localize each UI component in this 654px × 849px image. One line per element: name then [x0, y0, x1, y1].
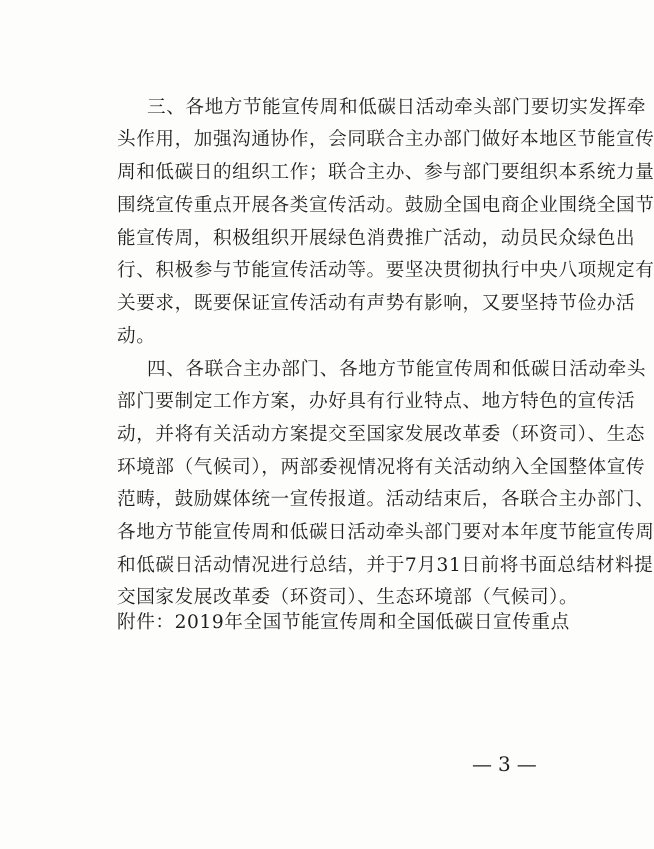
paragraph-line: 围绕宣传重点开展各类宣传活动。鼓励全国电商企业围绕全国节: [117, 195, 654, 216]
paragraph-line: 周和低碳日的组织工作；联合主办、参与部门要组织本系统力量: [117, 162, 654, 183]
paragraph-line: 头作用，加强沟通协作，会同联合主办部门做好本地区节能宣传: [117, 129, 654, 150]
paragraph-line: 动，并将有关活动方案提交至国家发展改革委（环资司）、生态: [117, 424, 646, 445]
paragraph-line: 能宣传周，积极组织开展绿色消费推广活动，动员民众绿色出: [117, 228, 636, 249]
page-footer: [466, 753, 543, 775]
paragraph-line: 三、各地方节能宣传周和低碳日活动牵头部门要切实发挥牵: [147, 97, 647, 118]
paragraph-line: 动。: [117, 326, 156, 347]
paragraph-line: 关要求，既要保证宣传活动有声势有影响，又要坚持节俭办活: [117, 293, 636, 314]
paragraph-line: 范畴，鼓励媒体统一宣传报道。活动结束后，各联合主办部门、: [117, 489, 654, 510]
paragraph-line: 部门要制定工作方案，办好具有行业特点、地方特色的宣传活: [117, 391, 636, 412]
attachment-note: 附件：2019年全国节能宣传周和全国低碳日宣传重点: [117, 612, 570, 633]
footer-dash-left: —: [472, 752, 492, 776]
paragraph-line: 行、积极参与节能宣传活动等。要坚决贯彻执行中央八项规定有: [117, 260, 654, 281]
paragraph-line: 环境部（气候司），两部委视情况将有关活动纳入全国整体宣传: [117, 457, 646, 478]
paragraph-line: 和低碳日活动情况进行总结，并于7月31日前将书面总结材料提: [117, 555, 654, 576]
footer-dash-right: —: [516, 752, 537, 776]
paragraph-line: 各地方节能宣传周和低碳日活动牵头部门要对本年度节能宣传周: [117, 522, 654, 543]
page-number: 3: [498, 752, 511, 776]
paragraph-line: 交国家发展改革委（环资司）、生态环境部（气候司）。: [117, 587, 579, 608]
paragraph-line: 四、各联合主办部门、各地方节能宣传周和低碳日活动牵头: [147, 359, 647, 380]
